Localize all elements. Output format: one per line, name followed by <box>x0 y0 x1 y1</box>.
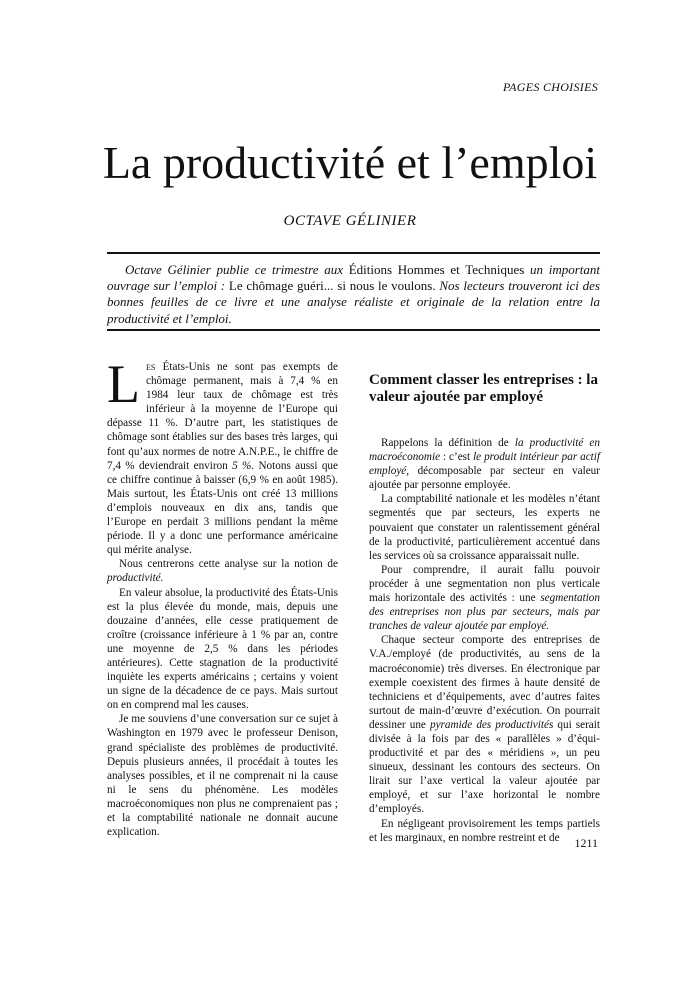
author-name: OCTAVE GÉLINIER <box>283 213 417 229</box>
paragraph-italic: 5 %. <box>232 459 255 472</box>
bottom-rule <box>107 329 600 331</box>
paragraph-text: : c’est <box>440 451 474 464</box>
paragraph-text: Nous centrerons cette analyse sur la notion de <box>119 558 338 571</box>
article-title: La productivité et l’emploi <box>102 137 598 188</box>
section-heading: Comment classer les entreprises : la valeur ajoutée par employé <box>369 372 598 405</box>
top-rule <box>107 252 600 254</box>
standfirst-part: Nos lecteurs trouveront ici des bonnes feuilles de ce livre et une analyse réaliste et originale de la relation entre la productivité et l’emploi. <box>107 278 600 326</box>
standfirst-text <box>107 262 600 327</box>
paragraph-italic: la productivité en macroéconomie <box>369 437 600 464</box>
paragraph <box>107 557 338 585</box>
standfirst-book-title: Le chômage guéri... si nous le voulons. <box>228 278 440 294</box>
small-caps-start: es <box>146 361 156 373</box>
paragraph: En valeur absolue, la productivité des États-Unis est la plus élevée du monde, mais, depuis une douzaine d’années, elle cesse pratiquement de croître (croissance inférieure à 1 % par an, contre une moyenne de 2,5 % dans les périodes antérieures). Cette stagnation de la productivité inquiète les experts américains ; certains y voient un signe de la décadence de ce pays. Mais surtout on en comprend mal les causes. <box>107 586 338 712</box>
page-number: 1211 <box>574 836 598 850</box>
paragraph-text: Rappelons la définition de <box>381 437 515 449</box>
running-head: PAGES CHOISIES <box>503 80 598 94</box>
paragraph-text: décomposable par secteur en valeur ajoutée par personne employée. <box>369 465 600 492</box>
paragraph <box>369 436 600 492</box>
standfirst-part: un important ouvrage sur l’emploi : <box>107 262 600 294</box>
paragraph-italic: segmentation des entreprises non plus par secteurs, mais par tranches de valeur ajoutée par employé. <box>369 592 600 633</box>
paragraph-text: Pour comprendre, il aurait fallu pouvoir procéder à une segmentation non plus verticale mais horizontale des activités : une <box>369 563 600 605</box>
paragraph <box>369 633 600 816</box>
paragraph <box>369 563 600 633</box>
paragraph: En négligeant provisoirement les temps partiels et les marginaux, en nombre restreint et de <box>369 817 600 844</box>
paragraph-text: Chaque secteur comporte des entreprises de V.A./employé (de productivités, au sens de la macroéconomie) très diverses. En électronique par exemple coexistent des firmes à haute densité de techniciens et d’équipements, avec d’autres faites surtout de main-d’œuvre d’exécution. On pourrait dessiner une <box>369 634 600 731</box>
standfirst-part: Éditions <box>348 262 393 277</box>
left-column <box>107 354 338 839</box>
paragraph: La comptabilité nationale et les modèles n’étant segmentés que par secteurs, les experts ne pouvaient que constater un ralentissement général de la productivité, particulièrement accentué dans les services où sa croissance apparaissait nulle. <box>369 493 600 562</box>
drop-cap: L <box>107 354 140 414</box>
standfirst-part: Octave Gélinier publie ce trimestre aux <box>125 262 349 277</box>
standfirst <box>107 262 600 327</box>
right-column <box>369 372 600 845</box>
paragraph-text: États-Unis ne sont pas exempts de chômage permanent, mais à 7,4 % en 1984 leur taux de chômage est très inférieur à la moyenne de l’Europe qui dépasse 11 %. D’autre part, les statistiques de chômage sont établies sur des bases très larges, qui font qu’aux normes de notre A.N.P.E., le chiffre de 7,4 % deviendrait environ <box>107 361 338 472</box>
paragraph-italic: pyramide des productivités <box>429 718 554 731</box>
standfirst-part: Hommes et Techniques <box>392 262 530 277</box>
paragraph: Je me souviens d’une conversation sur ce sujet à Washington en 1979 avec le professeur Denison, grand spécialiste des problèmes de productivité. Depuis plusieurs années, il procédait à toutes les analyses possibles, et il ne comprenait ni la cause ni le sens du phénomène. Les modèles macroéconomiques non plus ne comprenaient pas ; et la comptabilité nationale ne donnait aucune explication. <box>107 713 338 839</box>
paragraph-text: Notons aussi que ce chiffre continue à baisser (6,9 % en août 1985). Mais surtout, les États-Unis ont créé 13 millions d’emplois nouveaux en dix ans, tandis que l’Europe en perdait 3 millions pendant la même période. Il y a donc une performance américaine qui mérite analyse. <box>107 459 338 557</box>
paragraph-italic: productivité. <box>107 572 164 585</box>
paragraph-text: qui serait divisée à la fois par des « parallèles » d’équi-productivité et par des « méridiens », un peu sinueux, dessinant les contours des secteurs. On lirait sur l’axe vertical la valeur ajoutée par employé, et sur l’axe horizontal le nombre d’employés. <box>369 718 600 816</box>
paragraph-italic: le produit intérieur par actif employé, <box>369 451 600 478</box>
paragraph <box>107 354 338 557</box>
